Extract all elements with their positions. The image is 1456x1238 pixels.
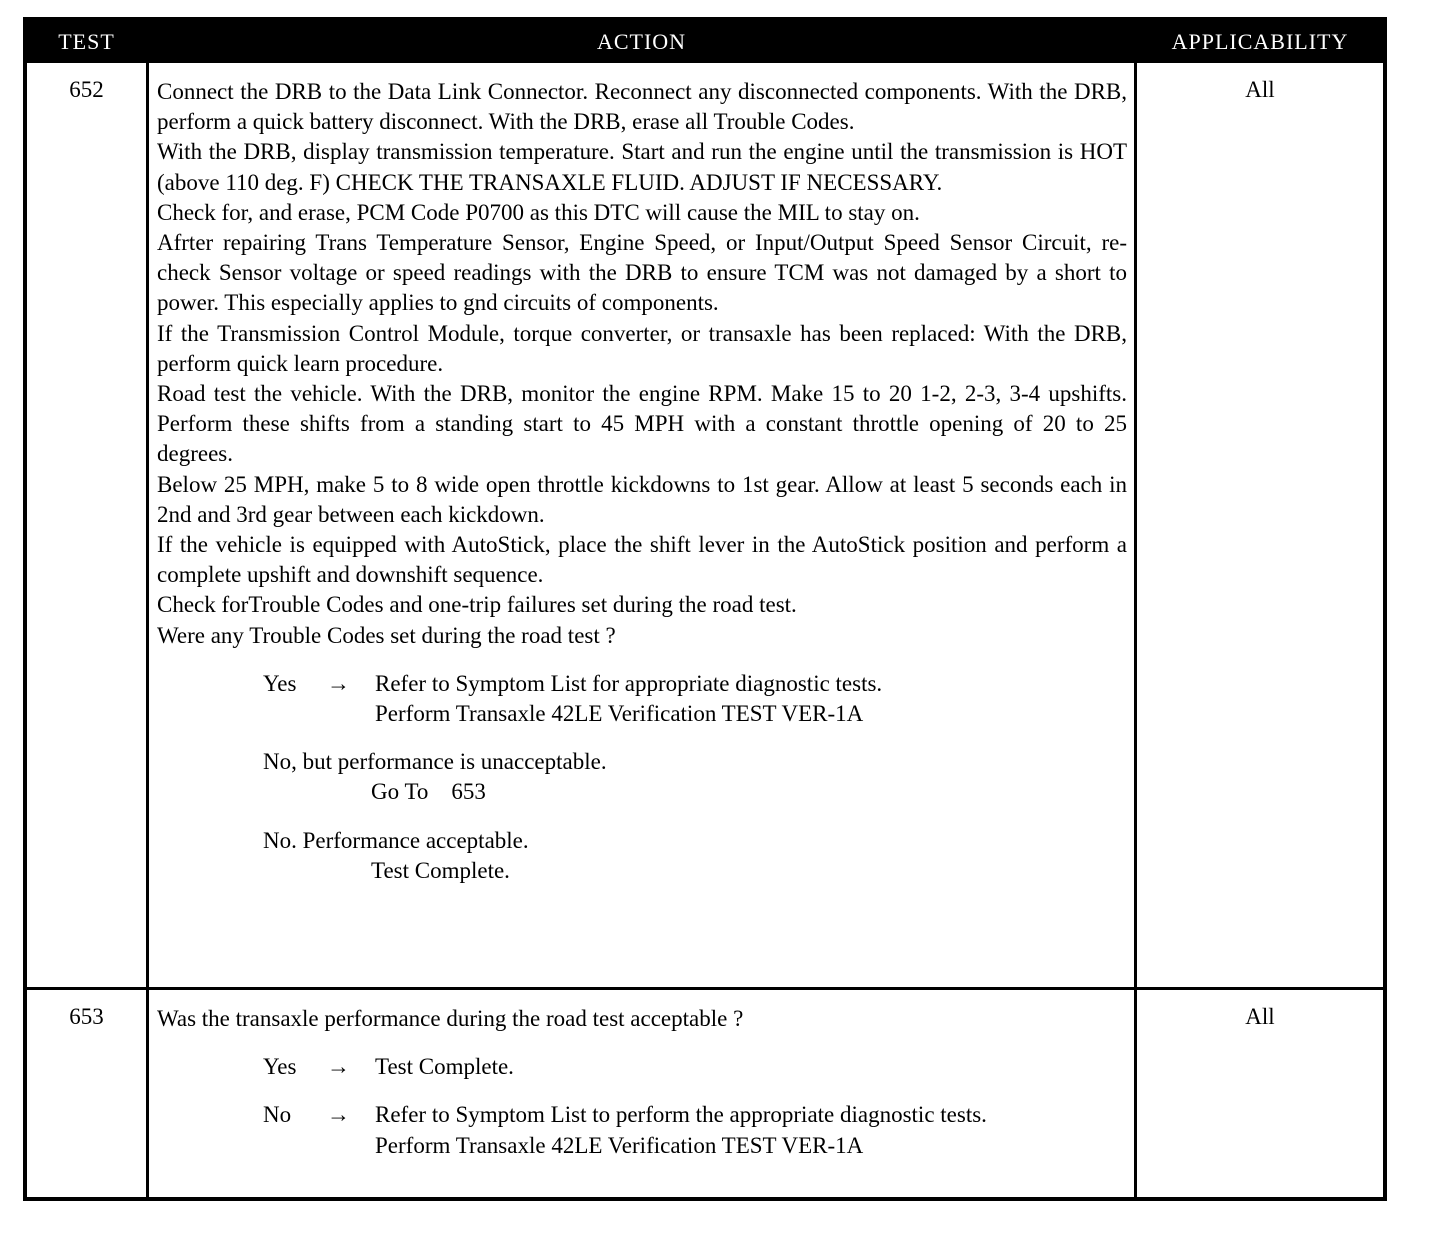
action-paragraph: Check for, and erase, PCM Code P0700 as this DTC will cause the MIL to stay on. [157, 199, 920, 225]
arrow-icon: → [327, 1102, 350, 1128]
branch-text: Perform Transaxle 42LE Verification TEST VER-1A [375, 701, 864, 727]
table-row-652 [27, 63, 1383, 987]
action-paragraph: With the DRB, display transmission temperature. Start and run the engine until the transmission is HOT (above 110 deg. F) CHECK THE TRANSAXLE FLUID. ADJUST IF NECESSARY. [157, 139, 1127, 195]
header-applicability: APPLICABILITY [1171, 29, 1349, 54]
action-paragraph: Connect the DRB to the Data Link Connector. Reconnect any disconnected components. With the DRB, perform a quick battery disconnect. With the DRB, erase all Trouble Codes. [157, 79, 1127, 135]
branch-yes [263, 669, 1127, 729]
branch-text: Refer to Symptom List for appropriate diagnostic tests. [375, 670, 883, 696]
action-paragraph: If the vehicle is equipped with AutoStick, place the shift lever in the AutoStick position and perform a complete upshift and downshift sequence. [157, 532, 1127, 588]
branch-label: No, but performance is unacceptable. [263, 749, 607, 775]
action-paragraph: If the Transmission Control Module, torque converter, or transaxle has been replaced: With the DRB, perform quick learn procedure. [157, 320, 1127, 376]
table-row-653 [27, 990, 1383, 1197]
branch-label: No [263, 1102, 292, 1128]
arrow-icon: → [327, 1054, 350, 1080]
action-paragraph: Afrter repairing Trans Temperature Sensor, Engine Speed, or Input/Output Speed Sensor Circuit, re-check Sensor voltage or speed readings with the DRB to ensure TCM was not damaged by a short to power. This especially applies to gnd circuits of components. [157, 230, 1127, 316]
action-cell [157, 77, 1127, 886]
branch-text: Perform Transaxle 42LE Verification TEST VER-1A [375, 1132, 864, 1158]
applicability-value: All [1245, 77, 1275, 102]
branch-no [263, 1100, 1127, 1160]
action-paragraph: Check forTrouble Codes and one-trip failures set during the road test. [157, 592, 797, 618]
branch-text: Test Complete. [375, 1054, 514, 1080]
action-question: Was the transaxle performance during the road test acceptable ? [157, 1006, 744, 1031]
branch-goto: Go To 653 [371, 779, 486, 805]
diagnostic-table [23, 17, 1387, 1201]
header-test: TEST [58, 29, 115, 54]
branch-result: Test Complete. [371, 857, 510, 883]
header-action: ACTION [596, 29, 687, 54]
action-paragraph: Below 25 MPH, make 5 to 8 wide open throttle kickdowns to 1st gear. Allow at least 5 seconds each in 2nd and 3rd gear between each kickdown. [157, 471, 1127, 527]
table-header [27, 21, 1383, 63]
branch-yes [263, 1052, 1127, 1082]
branch-label: Yes [263, 670, 297, 696]
action-cell [157, 1004, 1127, 1161]
test-number: 653 [69, 1004, 104, 1029]
test-number: 652 [69, 77, 104, 102]
applicability-value: All [1245, 1004, 1275, 1029]
branch-no-acceptable [263, 826, 1127, 886]
action-question: Were any Trouble Codes set during the road test ? [157, 622, 616, 648]
branch-label: No. Performance acceptable. [263, 827, 529, 853]
branch-text: Refer to Symptom List to perform the appropriate diagnostic tests. [375, 1102, 987, 1128]
branch-no-unacceptable [263, 747, 1127, 807]
arrow-icon: → [327, 670, 350, 696]
action-paragraph: Road test the vehicle. With the DRB, monitor the engine RPM. Make 15 to 20 1-2, 2-3, 3-4 upshifts. Perform these shifts from a standing start to 45 MPH with a constant throttle opening of 20 to 25 degrees. [157, 381, 1127, 467]
branch-label: Yes [263, 1054, 297, 1080]
